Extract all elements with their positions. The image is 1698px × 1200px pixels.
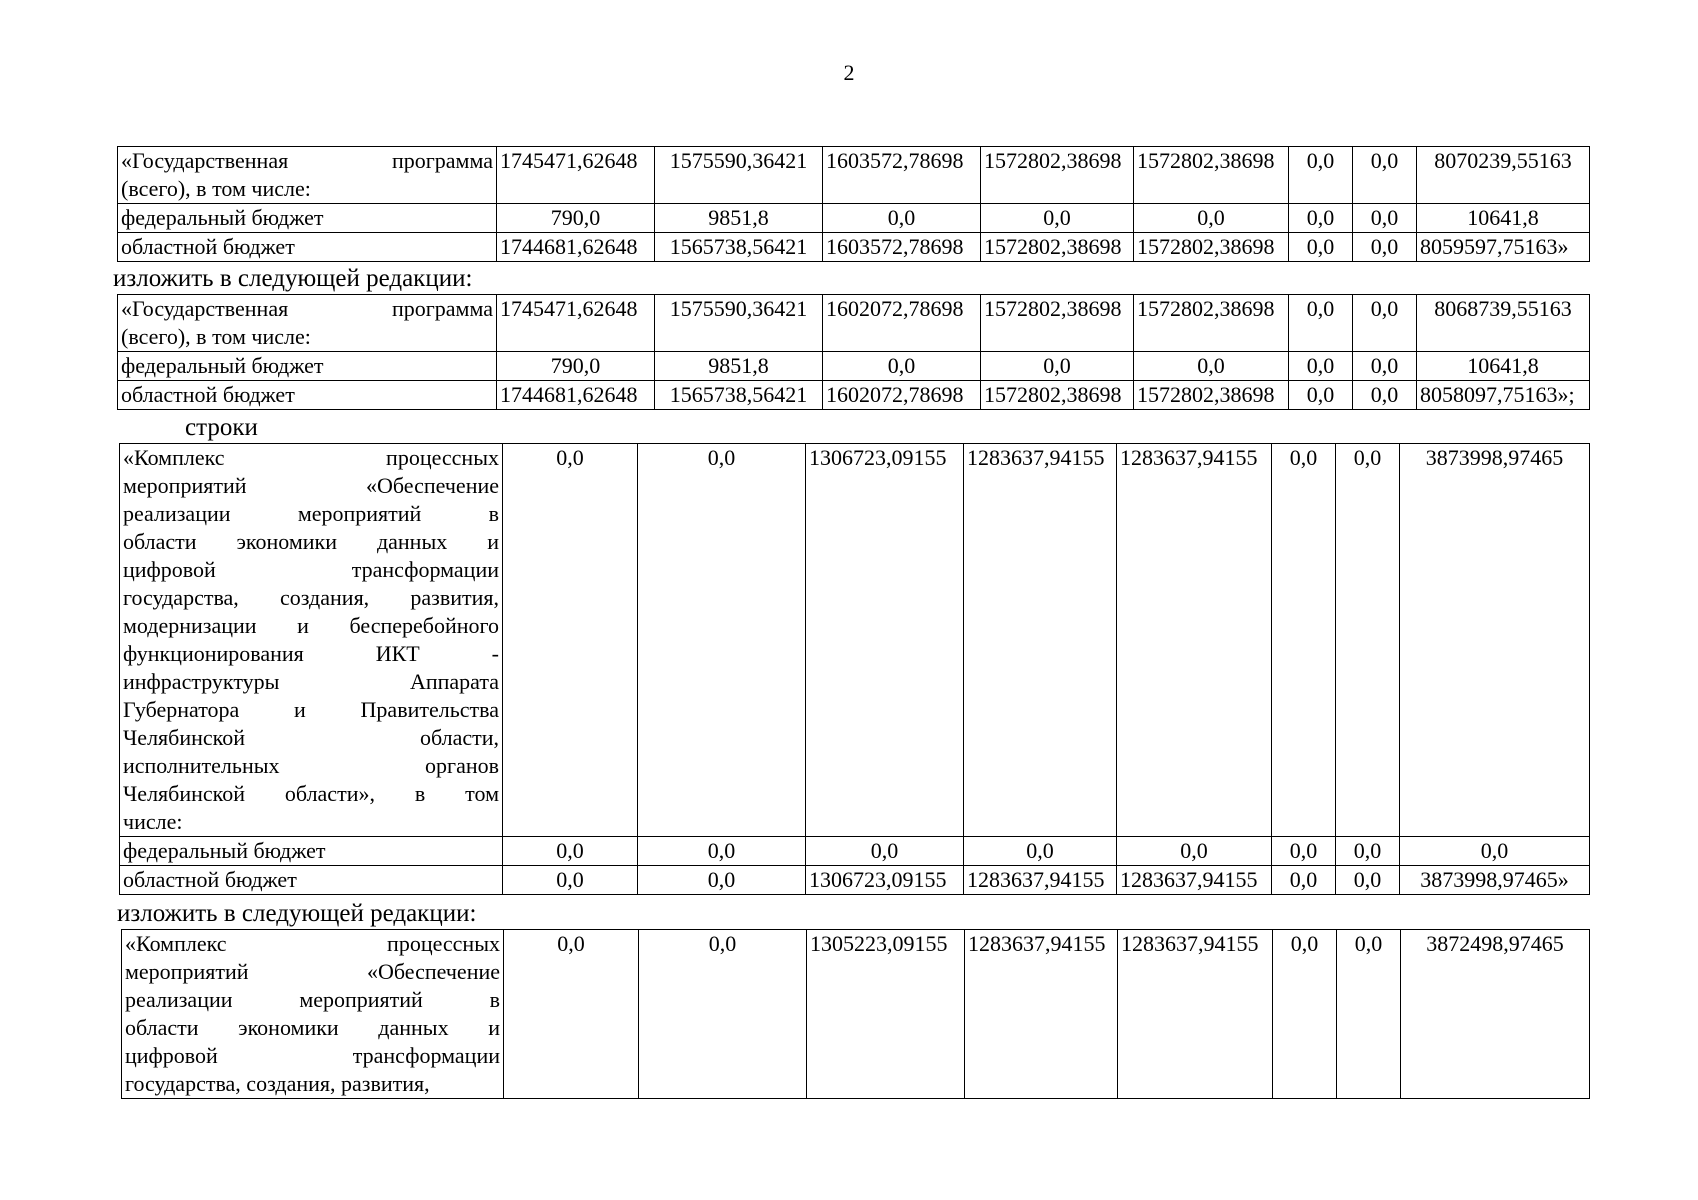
label-part: программа — [391, 148, 493, 173]
label-part: «Государственная — [121, 148, 289, 173]
cell-value: 1572802,38698 — [1134, 233, 1289, 262]
cell-value: 1572802,38698 — [1134, 295, 1289, 352]
cell-value: 0,0 — [638, 444, 806, 837]
label-word: в — [489, 987, 500, 1012]
cell-value: 1603572,78698 — [823, 147, 981, 204]
label-word: мероприятий — [125, 959, 249, 984]
cell-value: 1572802,38698 — [1134, 147, 1289, 204]
cell-value: 0,0 — [1273, 930, 1337, 1099]
cell-value: 1602072,78698 — [823, 295, 981, 352]
label-word: Губернатора — [123, 697, 240, 722]
label-line — [125, 958, 500, 986]
budget-table-new-program — [117, 294, 1590, 410]
cell-value: 8070239,55163 — [1417, 147, 1590, 204]
label-line — [123, 444, 499, 472]
label-word: государства, — [123, 585, 239, 610]
label-word: цифровой — [125, 1043, 218, 1068]
cell-value: 1305223,09155 — [807, 930, 965, 1099]
label-line — [123, 724, 499, 752]
table-row — [118, 204, 1590, 233]
cell-value: 0,0 — [981, 352, 1134, 381]
cell-value: 0,0 — [638, 837, 806, 866]
cell-value: 0,0 — [1336, 444, 1400, 837]
section-caption: изложить в следующей редакции: — [117, 900, 477, 927]
label-word: исполнительных — [123, 753, 280, 778]
cell-value: 0,0 — [1353, 233, 1417, 262]
cell-value: 0,0 — [1289, 204, 1353, 233]
label-word: экономики — [236, 529, 338, 554]
cell-value: 0,0 — [1117, 837, 1272, 866]
label-part: (всего), в том числе: — [121, 176, 311, 201]
cell-value: 1744681,62648 — [497, 381, 655, 410]
cell-value: 0,0 — [1353, 381, 1417, 410]
label-line — [123, 584, 499, 612]
label-word: и — [297, 613, 309, 638]
cell-value: 0,0 — [964, 837, 1117, 866]
label-word: Правительства — [360, 697, 499, 722]
cell-value: 0,0 — [823, 352, 981, 381]
cell-value: 790,0 — [497, 352, 655, 381]
cell-value: 0,0 — [503, 444, 638, 837]
cell-value: 0,0 — [823, 204, 981, 233]
label-line — [123, 612, 499, 640]
cell-value: 0,0 — [639, 930, 807, 1099]
row-label: областной бюджет — [118, 233, 497, 262]
cell-value: 1602072,78698 — [823, 381, 981, 410]
row-label: областной бюджет — [120, 866, 503, 895]
section-caption: изложить в следующей редакции: — [113, 265, 473, 292]
cell-value: 8059597,75163» — [1417, 233, 1590, 262]
label-word: - — [491, 641, 499, 666]
table-row — [118, 381, 1590, 410]
label-word: и — [488, 1015, 500, 1040]
label-line — [125, 986, 500, 1014]
label-word: в — [488, 501, 499, 526]
section-caption: строки — [185, 414, 258, 441]
cell-value: 0,0 — [981, 204, 1134, 233]
cell-value: 1572802,38698 — [981, 381, 1134, 410]
cell-value: 0,0 — [1353, 352, 1417, 381]
page-number: 2 — [843, 60, 855, 85]
label-word: том — [465, 781, 499, 806]
cell-value: 0,0 — [1289, 352, 1353, 381]
table-row — [120, 444, 1590, 837]
label-word: мероприятий — [123, 473, 247, 498]
row-label: федеральный бюджет — [118, 204, 497, 233]
label-line — [125, 930, 500, 958]
cell-value: 9851,8 — [655, 204, 823, 233]
cell-value: 0,0 — [1272, 444, 1336, 837]
label-word: Челябинской — [123, 725, 246, 750]
label-word: трансформации — [352, 1043, 500, 1068]
label-word: бесперебойного — [349, 613, 499, 638]
row-label — [120, 444, 503, 837]
cell-value: 0,0 — [503, 866, 638, 895]
label-word: и — [294, 697, 306, 722]
label-word: Аппарата — [409, 669, 499, 694]
cell-value: 0,0 — [504, 930, 639, 1099]
label-word: трансформации — [351, 557, 499, 582]
label-word: функционирования — [123, 641, 304, 666]
cell-value: 1575590,36421 — [655, 147, 823, 204]
label-word: развития, — [410, 585, 499, 610]
label-word: реализации — [123, 501, 231, 526]
row-label: федеральный бюджет — [118, 352, 497, 381]
label-line — [123, 556, 499, 584]
row-label — [118, 295, 497, 352]
cell-value: 1603572,78698 — [823, 233, 981, 262]
cell-value: 1565738,56421 — [655, 381, 823, 410]
label-line — [123, 472, 499, 500]
cell-value: 10641,8 — [1417, 352, 1590, 381]
label-word: области», — [284, 781, 375, 806]
label-line — [125, 1014, 500, 1042]
cell-value: 1283637,94155 — [1117, 866, 1272, 895]
cell-value: 9851,8 — [655, 352, 823, 381]
cell-value: 0,0 — [1289, 147, 1353, 204]
label-word: процессных — [386, 445, 499, 470]
budget-table-new-complex — [121, 929, 1590, 1099]
cell-value: 0,0 — [806, 837, 964, 866]
label-word: процессных — [387, 931, 500, 956]
cell-value: 0,0 — [1336, 866, 1400, 895]
cell-value: 0,0 — [1272, 837, 1336, 866]
cell-value: 1745471,62648 — [497, 295, 655, 352]
label-word: области, — [419, 725, 499, 750]
table-row — [118, 352, 1590, 381]
label-word: модернизации — [123, 613, 257, 638]
label-line — [123, 780, 499, 808]
cell-value: 1306723,09155 — [806, 444, 964, 837]
cell-value: 790,0 — [497, 204, 655, 233]
cell-value: 3873998,97465» — [1400, 866, 1590, 895]
cell-value: 1283637,94155 — [1118, 930, 1273, 1099]
cell-value: 0,0 — [1134, 352, 1289, 381]
cell-value: 1572802,38698 — [1134, 381, 1289, 410]
label-word: экономики — [238, 1015, 339, 1040]
cell-value: 1745471,62648 — [497, 147, 655, 204]
cell-value: 1283637,94155 — [964, 866, 1117, 895]
cell-value: 8068739,55163 — [1417, 295, 1590, 352]
cell-value: 0,0 — [1353, 147, 1417, 204]
label-word: создания, — [280, 585, 370, 610]
table-row — [120, 837, 1590, 866]
row-label — [118, 147, 497, 204]
label-word: мероприятий — [299, 987, 423, 1012]
label-word: «Обеспечение — [366, 473, 499, 498]
cell-value: 1575590,36421 — [655, 295, 823, 352]
row-label: федеральный бюджет — [120, 837, 503, 866]
label-word: реализации — [125, 987, 233, 1012]
label-line — [125, 1042, 500, 1070]
cell-value: 0,0 — [1134, 204, 1289, 233]
cell-value: 1306723,09155 — [806, 866, 964, 895]
label-line — [123, 500, 499, 528]
budget-table-old-program — [117, 146, 1590, 262]
label-word: Челябинской — [123, 781, 246, 806]
label-word: в — [414, 781, 426, 806]
cell-value: 0,0 — [1272, 866, 1336, 895]
label-line — [123, 528, 499, 556]
row-label: областной бюджет — [118, 381, 497, 410]
cell-value: 0,0 — [1337, 930, 1401, 1099]
cell-value: 10641,8 — [1417, 204, 1590, 233]
label-word: и — [487, 529, 499, 554]
label-word: мероприятий — [297, 501, 422, 526]
label-word: данных — [378, 1015, 449, 1040]
table-row — [118, 233, 1590, 262]
label-word: органов — [425, 753, 499, 778]
label-word: ИКТ — [375, 641, 420, 666]
cell-value: 0,0 — [1289, 381, 1353, 410]
cell-value: 1565738,56421 — [655, 233, 823, 262]
label-line — [123, 640, 499, 668]
table-row — [118, 147, 1590, 204]
label-line: числе: — [123, 809, 183, 834]
cell-value: 0,0 — [503, 837, 638, 866]
label-line — [123, 696, 499, 724]
cell-value: 1283637,94155 — [965, 930, 1118, 1099]
label-line — [123, 752, 499, 780]
label-part: программа — [391, 296, 493, 321]
label-word: «Обеспечение — [367, 959, 500, 984]
cell-value: 0,0 — [1289, 233, 1353, 262]
budget-table-old-complex — [119, 443, 1590, 895]
cell-value: 0,0 — [638, 866, 806, 895]
label-line: государства, создания, развития, — [125, 1071, 430, 1096]
label-word: области — [125, 1015, 199, 1040]
cell-value: 1283637,94155 — [964, 444, 1117, 837]
cell-value: 0,0 — [1353, 295, 1417, 352]
cell-value: 0,0 — [1289, 295, 1353, 352]
row-label — [122, 930, 504, 1099]
cell-value: 1744681,62648 — [497, 233, 655, 262]
cell-value: 3873998,97465 — [1400, 444, 1590, 837]
cell-value: 0,0 — [1400, 837, 1590, 866]
cell-value: 3872498,97465 — [1401, 930, 1590, 1099]
cell-value: 0,0 — [1336, 837, 1400, 866]
cell-value: 1572802,38698 — [981, 295, 1134, 352]
label-word: цифровой — [123, 557, 216, 582]
label-word: области — [123, 529, 197, 554]
cell-value: 0,0 — [1353, 204, 1417, 233]
cell-value: 1283637,94155 — [1117, 444, 1272, 837]
label-word: «Комплекс — [123, 445, 225, 470]
label-line — [123, 668, 499, 696]
label-part: «Государственная — [121, 296, 289, 321]
table-row — [122, 930, 1590, 1099]
label-part: (всего), в том числе: — [121, 324, 311, 349]
table-row — [120, 866, 1590, 895]
cell-value: 1572802,38698 — [981, 233, 1134, 262]
cell-value: 8058097,75163»; — [1417, 381, 1590, 410]
label-word: инфраструктуры — [123, 669, 280, 694]
cell-value: 1572802,38698 — [981, 147, 1134, 204]
table-row — [118, 295, 1590, 352]
label-word: данных — [376, 529, 448, 554]
label-word: «Комплекс — [125, 931, 227, 956]
